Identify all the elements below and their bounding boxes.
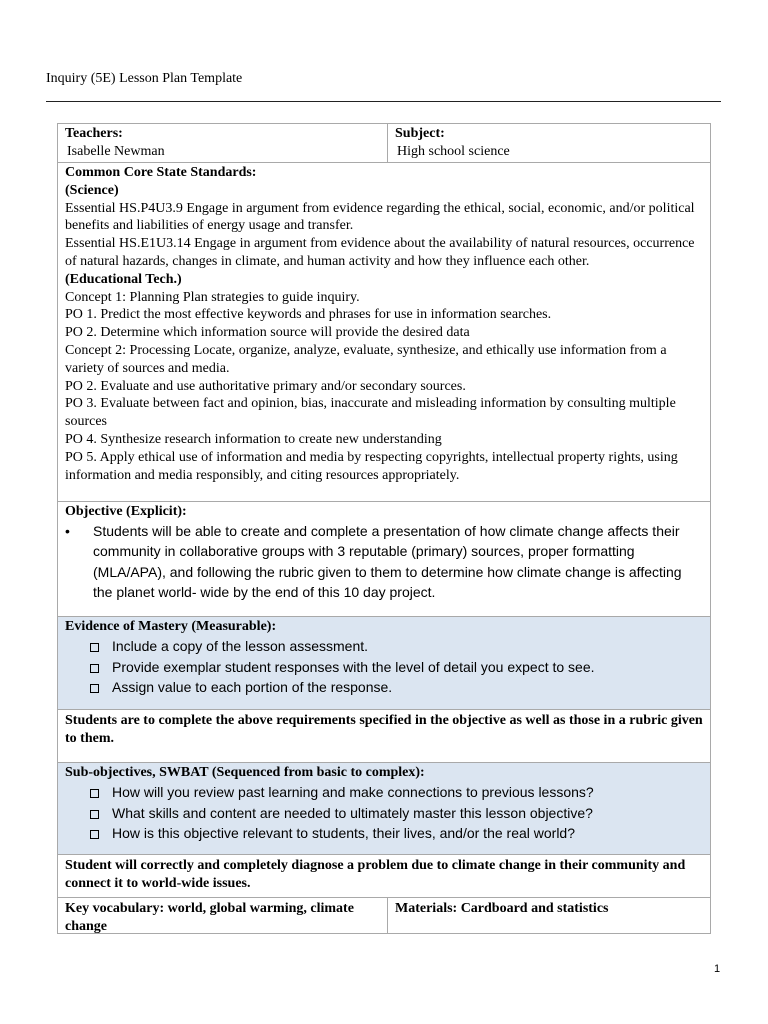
subject-value: High school science (397, 143, 510, 159)
evidence-cell (58, 617, 710, 709)
checkbox-square-icon (90, 830, 99, 839)
checkbox-square-icon (90, 664, 99, 673)
vocabulary-text: Key vocabulary: world, global warming, climate change (58, 898, 388, 933)
edtech-line-1: Concept 1: Planning Plan strategies to guide inquiry. (65, 289, 360, 305)
list-item: Assign value to each portion of the response. (65, 677, 703, 698)
list-item: Provide exemplar student responses with the level of detail you expect to see. (65, 657, 703, 678)
bullet-dot-icon: • (65, 522, 70, 539)
evidence-row (58, 616, 710, 709)
page-number: 1 (714, 963, 721, 975)
list-item: How will you review past learning and make connections to previous lessons? (65, 782, 703, 803)
subject-label: Subject: (395, 126, 445, 141)
objective-bullet-item (65, 521, 703, 603)
diagnose-row (58, 854, 710, 897)
subobjectives-heading: Sub-objectives, SWBAT (Sequenced from basic to complex): (65, 765, 425, 780)
evidence-heading: Evidence of Mastery (Measurable): (65, 619, 277, 634)
subobjectives-list (65, 782, 703, 844)
objective-heading: Objective (Explicit): (65, 504, 187, 519)
science-label: (Science) (65, 182, 119, 198)
teachers-label: Teachers: (65, 126, 123, 141)
document-title: Inquiry (5E) Lesson Plan Template (46, 71, 243, 86)
edtech-line-5: PO 2. Evaluate and use authoritative primary and/or secondary sources. (65, 378, 466, 394)
subobjectives-cell (58, 763, 710, 854)
teacher-subject-row (58, 124, 710, 162)
edtech-line-7: PO 4. Synthesize research information to create new understanding (65, 431, 442, 447)
standards-cell (58, 163, 710, 501)
vocab-materials-row (58, 897, 710, 933)
subject-cell (388, 124, 710, 162)
objective-row (58, 501, 710, 616)
checkbox-square-icon (90, 810, 99, 819)
diagnose-text: Student will correctly and completely diagnose a problem due to climate change in their community and connect it to world-wide issues. (65, 858, 686, 891)
checkbox-square-icon (90, 789, 99, 798)
science-standard-1: Essential HS.P4U3.9 Engage in argument from evidence regarding the ethical, social, economic, and/or political benefits and liabilities of energy usage and transfer. (65, 200, 695, 234)
materials-text: Materials: Cardboard and statistics (395, 901, 609, 916)
edtech-line-4: Concept 2: Processing Locate, organize, analyze, evaluate, synthesize, and ethically use information from a variety of sources and media. (65, 342, 667, 376)
edtech-label: (Educational Tech.) (65, 271, 182, 287)
teachers-cell (58, 124, 388, 162)
title-divider (46, 101, 721, 102)
evidence-list (65, 636, 703, 698)
teachers-value: Isabelle Newman (67, 143, 165, 159)
objective-text: Students will be able to create and complete a presentation of how climate change affects their community in collaborative groups with 3 reputable (primary) sources, proper formatting (MLA/APA), and following the rubric given to them to determine how climate change is affecting the planet world- wide by the end of this 10 day project. (93, 522, 682, 601)
edtech-line-3: PO 2. Determine which information source will provide the desired data (65, 325, 470, 341)
standards-row (58, 162, 710, 501)
subobjectives-row (58, 762, 710, 854)
list-item: Include a copy of the lesson assessment. (65, 636, 703, 657)
requirements-text: Students are to complete the above requirements specified in the objective as well as those in a rubric given to them. (65, 713, 703, 746)
science-standard-2: Essential HS.E1U3.14 Engage in argument from evidence about the availability of natural resources, occurrence of natural hazards, changes in climate, and human activity and how they influence each other. (65, 236, 695, 269)
standards-heading: Common Core State Standards: (65, 165, 257, 180)
lesson-plan-table (57, 123, 711, 934)
edtech-line-6: PO 3. Evaluate between fact and opinion, bias, inaccurate and misleading information by consulting multiple sources (65, 396, 676, 430)
requirements-row (58, 709, 710, 762)
list-item: How is this objective relevant to students, their lives, and/or the real world? (65, 823, 703, 844)
edtech-line-8: PO 5. Apply ethical use of information and media by respecting copyrights, intellectual property rights, using information and media responsibly, and citing resources appropriately. (65, 449, 678, 483)
objective-cell (58, 502, 710, 616)
checkbox-square-icon (90, 643, 99, 652)
list-item: What skills and content are needed to ultimately master this lesson objective? (65, 803, 703, 824)
checkbox-square-icon (90, 684, 99, 693)
edtech-line-2: PO 1. Predict the most effective keywords and phrases for use in information searches. (65, 307, 552, 323)
